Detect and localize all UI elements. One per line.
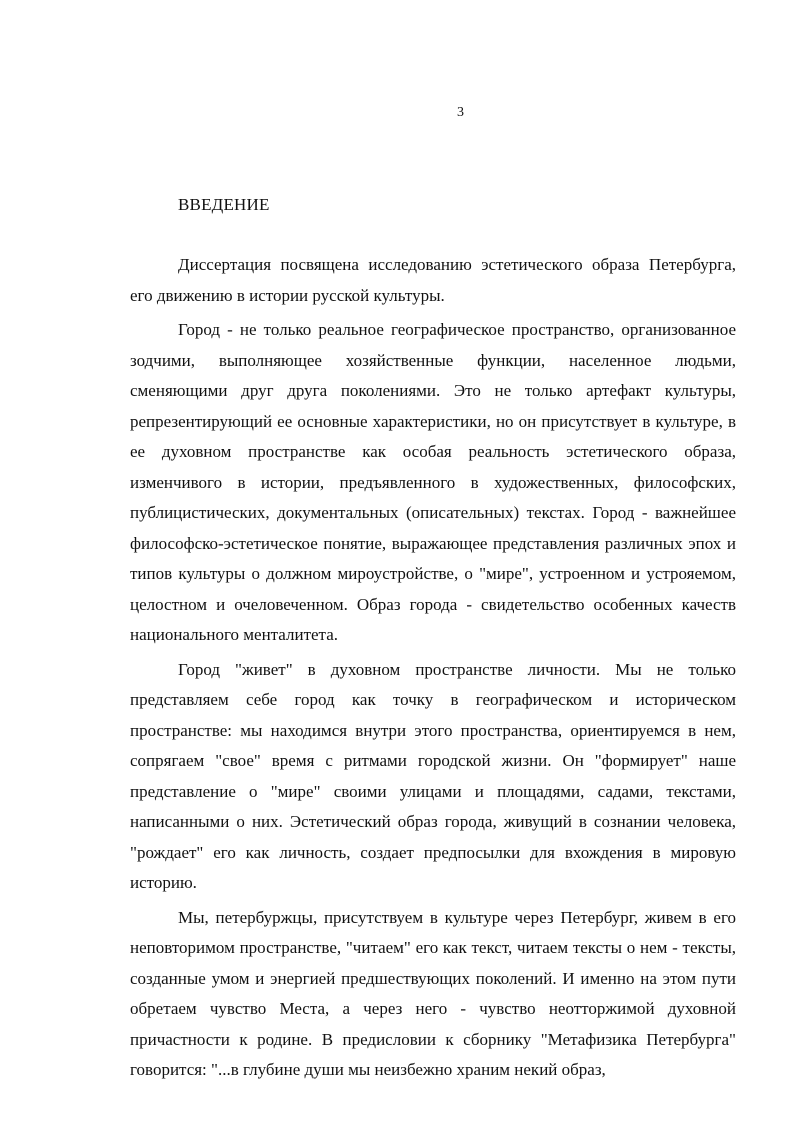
page-number: 3 [457,105,464,120]
page-title: ВВЕДЕНИЕ [178,195,270,214]
paragraph: Город "живет" в духовном пространстве личности. Мы не только представляем себе город как точку в географическом и историческом пространстве: мы находимся внутри этого пространства, ориентируемся в нем, сопрягаем "свое" время с ритмами городской жизни. Он "формирует" наше представление о "мире" своими улицами и площадями, садами, текстами, написанными о них. Эстетический образ города, живущий в сознании человека, "рождает" его как личность, создает предпосылки для вхождения в мировую историю. [130,659,736,892]
paragraph: Мы, петербуржцы, присутствуем в культуре через Петербург, живем в его неповторимом пространстве, "читаем" его как текст, читаем тексты о нем - тексты, созданные умом и энергией предшествующих поколений. И именно на этом пути обретаем чувство Места, а через него - чувство неотторжимой духовной причастности к родине. В предисловии к сборнику "Метафизика Петербурга" говорится: "...в глубине души мы неизбежно храним некий образ, [130,907,736,1079]
paragraph: Город - не только реальное географическое пространство, организованное зодчими, выполняющее хозяйственные функции, населенное людьми, сменяющими друг друга поколениями. Это не только артефакт культуры, репрезентирующий ее основные характеристики, но он присутствует в культуре, в ее духовном пространстве как особая реальность эстетического образа, изменчивого в истории, предъявленного в художественных, философских, публицистических, документальных (описательных) текстах. Город - важнейшее философско-эстетическое понятие, выражающее представления различных эпох и типов культуры о должном мироустройстве, о "мире", устроенном и устрояемом, целостном и очеловеченном. Образ города - свидетельство особенных качеств национального менталитета. [130,320,736,644]
paragraph: Диссертация посвящена исследованию эстетического образа Петербурга, его движению в истории русской культуры. [130,255,736,305]
document-body [130,250,736,1086]
